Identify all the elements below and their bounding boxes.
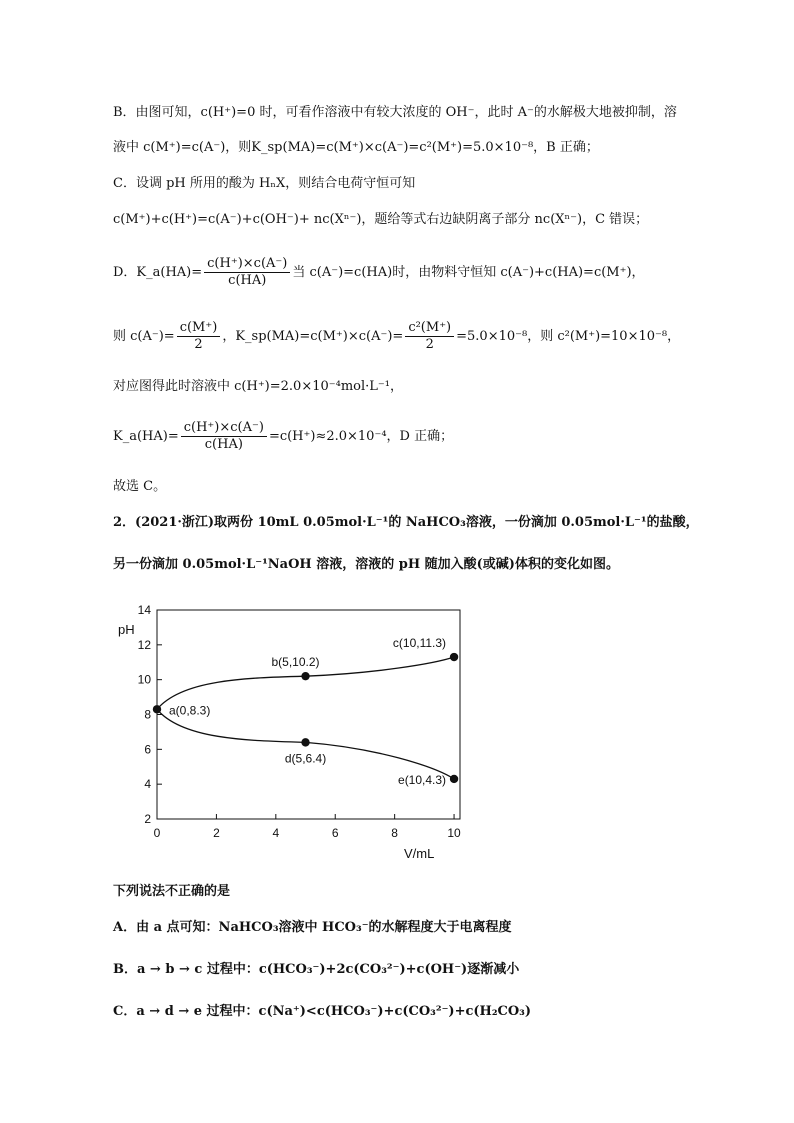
- ksp-denominator: 2: [425, 337, 434, 352]
- x-tick-label-2: 4: [272, 826, 280, 840]
- ph-chart: [0, 590, 794, 890]
- option-a: A．由 a 点可知：NaHCO₃溶液中 HCO₃⁻的水解程度大于电离程度: [113, 920, 512, 935]
- ksp-numerator: c²(M⁺): [405, 320, 454, 337]
- ka-fraction: [204, 256, 290, 289]
- solution-b-line1: B．由图可知，c(H⁺)=0 时，可看作溶液中有较大浓度的 OH⁻，此时 A⁻的水解极大地被抑制，溶: [113, 105, 677, 120]
- solution-g-line: [113, 420, 453, 453]
- y-tick-label-5: 12: [137, 637, 151, 652]
- point-d: [301, 738, 309, 746]
- ka-label: D．K_a(HA)=: [113, 265, 203, 280]
- y-axis-label: pH: [118, 622, 135, 637]
- y-tick-label-1: 4: [144, 777, 151, 792]
- ka-label-2: K_a(HA)=: [113, 429, 179, 444]
- options-intro: 下列说法不正确的是: [113, 884, 231, 899]
- question-line2: 另一份滴加 0.05mol·L⁻¹NaOH 溶液，溶液的 pH 随加入酸(或碱)体积的变化如图。: [113, 557, 619, 572]
- point-label-c: c(10,11.3): [392, 636, 447, 651]
- solution-f-line: 对应图得此时溶液中 c(H⁺)=2.0×10⁻⁴mol·L⁻¹，: [113, 379, 403, 394]
- x-axis-label: V/mL: [404, 846, 435, 861]
- data-points: [153, 636, 458, 787]
- y-tick-label-2: 6: [144, 742, 151, 757]
- question-line1: 2．(2021·浙江)取两份 10mL 0.05mol·L⁻¹的 NaHCO₃溶液，一份滴加 0.05mol·L⁻¹的盐酸，: [113, 515, 699, 530]
- y-tick-label-0: 2: [144, 812, 151, 826]
- ca-denominator: 2: [194, 337, 203, 352]
- point-a: [153, 705, 161, 713]
- y-tick-label-3: 8: [144, 707, 151, 722]
- point-label-d: d(5,6.4): [284, 751, 327, 766]
- ka-fraction-2: [181, 420, 267, 453]
- x-tick-label-0: 0: [153, 826, 161, 840]
- ka-denominator: c(HA): [228, 273, 267, 288]
- point-label-a: a(0,8.3): [169, 703, 211, 718]
- solution-e-line: [113, 320, 680, 353]
- solution-b-line2: 液中 c(M⁺)=c(A⁻)，则K_sp(MA)=c(M⁺)×c(A⁻)=c²(M⁺)=5.0×10⁻⁸，B 正确；: [113, 140, 599, 155]
- solution-d-line: [113, 256, 645, 289]
- point-e: [450, 775, 458, 783]
- e-prefix: 则 c(A⁻)=: [113, 329, 175, 344]
- point-b: [301, 672, 309, 680]
- e-suffix: =5.0×10⁻⁸，则 c²(M⁺)=10×10⁻⁸，: [456, 329, 681, 344]
- solution-c-line1: C．设调 pH 所用的酸为 HₙX，则结合电荷守恒可知: [113, 176, 416, 191]
- d-condition-text: 当 c(A⁻)=c(HA)时，由物料守恒知 c(A⁻)+c(HA)=c(M⁺)，: [292, 265, 645, 280]
- ka-denominator-2: c(HA): [204, 437, 243, 452]
- option-b: B．a → b → c 过程中：c(HCO₃⁻)+2c(CO₃²⁻)+c(OH⁻)逐渐减小: [113, 962, 520, 977]
- y-tick-label-4: 10: [137, 672, 151, 687]
- point-label-e: e(10,4.3): [398, 772, 447, 787]
- y-tick-label-6: 14: [137, 603, 151, 617]
- ka-numerator: c(H⁺)×c(A⁻): [204, 256, 290, 273]
- ka-numerator-2: c(H⁺)×c(A⁻): [181, 420, 267, 437]
- solution-conclusion: 故选 C。: [113, 479, 167, 494]
- ksp-fraction: [405, 320, 454, 353]
- ca-fraction: [177, 320, 221, 353]
- x-tick-label-3: 6: [331, 826, 339, 840]
- ksp-expression: ，K_sp(MA)=c(M⁺)×c(A⁻)=: [222, 329, 404, 344]
- ca-numerator: c(M⁺): [177, 320, 221, 337]
- point-label-b: b(5,10.2): [271, 655, 320, 670]
- x-tick-label-1: 2: [213, 826, 220, 840]
- option-c: C．a → d → e 过程中：c(Na⁺)<c(HCO₃⁻)+c(CO₃²⁻)+c(H₂CO₃): [113, 1004, 532, 1019]
- x-tick-label-5: 10: [447, 826, 461, 840]
- point-c: [450, 653, 458, 661]
- g-suffix: =c(H⁺)≈2.0×10⁻⁴，D 正确；: [268, 429, 454, 444]
- solution-c-line2: c(M⁺)+c(H⁺)=c(A⁻)+c(OH⁻)+ nc(Xⁿ⁻)，题给等式右边缺阴离子部分 nc(Xⁿ⁻)，C 错误；: [113, 212, 649, 227]
- x-tick-label-4: 8: [391, 826, 398, 840]
